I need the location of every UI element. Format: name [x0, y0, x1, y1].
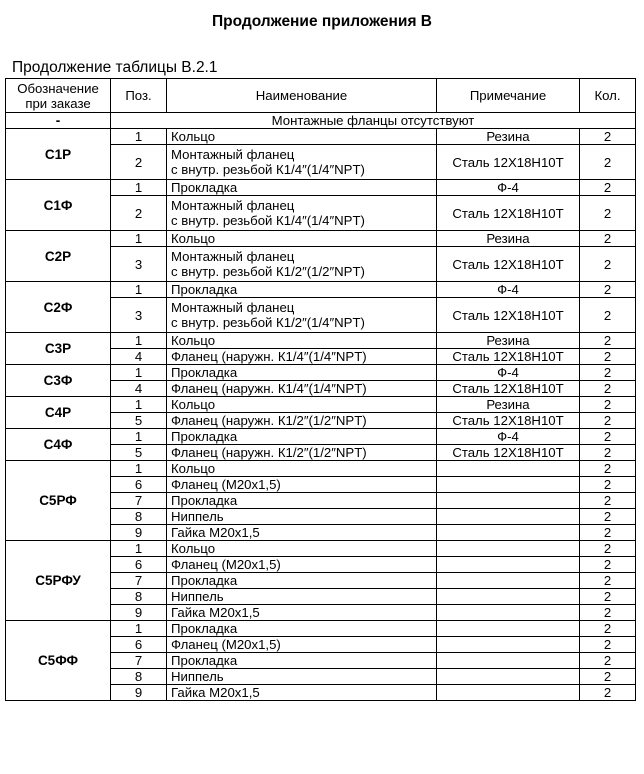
- code-cell: С4Ф: [6, 429, 111, 461]
- position-cell: 8: [111, 589, 167, 605]
- table-row: [6, 541, 636, 557]
- header-qty: Кол.: [580, 79, 636, 113]
- name-cell: Фланец (М20х1,5): [167, 637, 437, 653]
- name-cell: Кольцо: [167, 541, 437, 557]
- table-row: [6, 180, 636, 196]
- name-cell: Гайка М20х1,5: [167, 605, 437, 621]
- note-cell: [437, 573, 580, 589]
- name-cell: Кольцо: [167, 461, 437, 477]
- note-cell: Резина: [437, 129, 580, 145]
- position-cell: 8: [111, 669, 167, 685]
- code-cell: С3Р: [6, 333, 111, 365]
- position-cell: 1: [111, 365, 167, 381]
- position-cell: 9: [111, 525, 167, 541]
- name-cell: Прокладка: [167, 282, 437, 298]
- code-cell: С5РФУ: [6, 541, 111, 621]
- note-cell: Резина: [437, 231, 580, 247]
- table-row: [6, 365, 636, 381]
- note-cell: [437, 621, 580, 637]
- quantity-cell: 2: [580, 669, 636, 685]
- name-cell: Ниппель: [167, 669, 437, 685]
- quantity-cell: 2: [580, 231, 636, 247]
- quantity-cell: 2: [580, 298, 636, 333]
- quantity-cell: 2: [580, 637, 636, 653]
- note-cell: Ф-4: [437, 282, 580, 298]
- name-cell: Прокладка: [167, 621, 437, 637]
- note-cell: Сталь 12Х18Н10Т: [437, 445, 580, 461]
- name-cell: Кольцо: [167, 231, 437, 247]
- name-cell: Прокладка: [167, 429, 437, 445]
- quantity-cell: 2: [580, 461, 636, 477]
- note-cell: [437, 493, 580, 509]
- position-cell: 7: [111, 493, 167, 509]
- header-pos: Поз.: [111, 79, 167, 113]
- quantity-cell: 2: [580, 493, 636, 509]
- note-cell: Сталь 12Х18Н10Т: [437, 196, 580, 231]
- quantity-cell: 2: [580, 525, 636, 541]
- quantity-cell: 2: [580, 145, 636, 180]
- position-cell: 4: [111, 349, 167, 365]
- header-code: Обозначение при заказе: [6, 79, 111, 113]
- quantity-cell: 2: [580, 196, 636, 231]
- quantity-cell: 2: [580, 365, 636, 381]
- quantity-cell: 2: [580, 333, 636, 349]
- quantity-cell: 2: [580, 685, 636, 701]
- quantity-cell: 2: [580, 129, 636, 145]
- name-cell: Фланец (наружн. К1/4″(1/4″NPT): [167, 381, 437, 397]
- name-cell: Фланец (М20х1,5): [167, 477, 437, 493]
- table-row: [6, 113, 636, 129]
- quantity-cell: 2: [580, 557, 636, 573]
- quantity-cell: 2: [580, 349, 636, 365]
- name-cell: Монтажный фланец с внутр. резьбой К1/4″(1/4″NPT): [167, 196, 437, 231]
- quantity-cell: 2: [580, 445, 636, 461]
- code-cell: С1Ф: [6, 180, 111, 231]
- code-cell: С1Р: [6, 129, 111, 180]
- table-row: [6, 429, 636, 445]
- note-cell: [437, 669, 580, 685]
- position-cell: 2: [111, 145, 167, 180]
- note-cell: Сталь 12Х18Н10Т: [437, 145, 580, 180]
- note-cell: Сталь 12Х18Н10Т: [437, 413, 580, 429]
- note-cell: Сталь 12Х18Н10Т: [437, 247, 580, 282]
- position-cell: 5: [111, 413, 167, 429]
- position-cell: 1: [111, 621, 167, 637]
- code-cell: С5ФФ: [6, 621, 111, 701]
- table-row: [6, 461, 636, 477]
- name-cell: Прокладка: [167, 653, 437, 669]
- table-row: [6, 231, 636, 247]
- position-cell: 7: [111, 653, 167, 669]
- quantity-cell: 2: [580, 247, 636, 282]
- position-cell: 1: [111, 397, 167, 413]
- code-cell: С5РФ: [6, 461, 111, 541]
- position-cell: 9: [111, 605, 167, 621]
- note-cell: Сталь 12Х18Н10Т: [437, 298, 580, 333]
- name-cell: Прокладка: [167, 180, 437, 196]
- position-cell: 3: [111, 247, 167, 282]
- position-cell: 4: [111, 381, 167, 397]
- note-cell: Сталь 12Х18Н10Т: [437, 381, 580, 397]
- quantity-cell: 2: [580, 621, 636, 637]
- position-cell: 1: [111, 129, 167, 145]
- position-cell: 9: [111, 685, 167, 701]
- note-cell: [437, 557, 580, 573]
- page-title: Продолжение приложения В: [212, 13, 432, 30]
- table-row: [6, 397, 636, 413]
- note-cell: [437, 637, 580, 653]
- quantity-cell: 2: [580, 653, 636, 669]
- name-cell: Гайка М20х1,5: [167, 685, 437, 701]
- name-cell: Ниппель: [167, 589, 437, 605]
- name-cell: Монтажный фланец с внутр. резьбой К1/2″(1/4″NPT): [167, 298, 437, 333]
- name-cell: Фланец (наружн. К1/4″(1/4″NPT): [167, 349, 437, 365]
- position-cell: 6: [111, 557, 167, 573]
- header-name: Наименование: [167, 79, 437, 113]
- position-cell: 8: [111, 509, 167, 525]
- table-header-row: [6, 79, 636, 113]
- name-cell: Кольцо: [167, 333, 437, 349]
- note-cell: [437, 653, 580, 669]
- note-cell: [437, 477, 580, 493]
- position-cell: 6: [111, 637, 167, 653]
- table-row: [6, 282, 636, 298]
- note-cell: [437, 525, 580, 541]
- position-cell: 6: [111, 477, 167, 493]
- note-cell: Резина: [437, 397, 580, 413]
- note-cell: Ф-4: [437, 429, 580, 445]
- position-cell: 2: [111, 196, 167, 231]
- name-cell: Ниппель: [167, 509, 437, 525]
- position-cell: 7: [111, 573, 167, 589]
- position-cell: 1: [111, 429, 167, 445]
- code-cell: -: [6, 113, 111, 129]
- table-body: [6, 113, 636, 701]
- quantity-cell: 2: [580, 180, 636, 196]
- quantity-cell: 2: [580, 573, 636, 589]
- quantity-cell: 2: [580, 413, 636, 429]
- position-cell: 1: [111, 231, 167, 247]
- position-cell: 1: [111, 541, 167, 557]
- code-cell: С3Ф: [6, 365, 111, 397]
- name-cell: Прокладка: [167, 365, 437, 381]
- position-cell: 1: [111, 333, 167, 349]
- position-cell: 3: [111, 298, 167, 333]
- name-cell: Гайка М20х1,5: [167, 525, 437, 541]
- table-row: [6, 621, 636, 637]
- table-row: [6, 129, 636, 145]
- note-cell: [437, 685, 580, 701]
- parts-table: [5, 78, 636, 701]
- name-cell: Прокладка: [167, 493, 437, 509]
- code-cell: С4Р: [6, 397, 111, 429]
- name-cell: Кольцо: [167, 397, 437, 413]
- note-cell: Ф-4: [437, 365, 580, 381]
- name-cell: Монтажный фланец с внутр. резьбой К1/4″(1/4″NPT): [167, 145, 437, 180]
- name-cell: Монтажный фланец с внутр. резьбой К1/2″(1/2″NPT): [167, 247, 437, 282]
- header-note: Примечание: [437, 79, 580, 113]
- quantity-cell: 2: [580, 429, 636, 445]
- no-flanges-cell: Монтажные фланцы отсутствуют: [111, 113, 636, 129]
- position-cell: 1: [111, 180, 167, 196]
- quantity-cell: 2: [580, 477, 636, 493]
- note-cell: [437, 605, 580, 621]
- name-cell: Прокладка: [167, 573, 437, 589]
- note-cell: Резина: [437, 333, 580, 349]
- note-cell: [437, 461, 580, 477]
- note-cell: Сталь 12Х18Н10Т: [437, 349, 580, 365]
- note-cell: [437, 541, 580, 557]
- quantity-cell: 2: [580, 282, 636, 298]
- note-cell: [437, 589, 580, 605]
- code-cell: С2Р: [6, 231, 111, 282]
- name-cell: Фланец (М20х1,5): [167, 557, 437, 573]
- quantity-cell: 2: [580, 381, 636, 397]
- quantity-cell: 2: [580, 397, 636, 413]
- quantity-cell: 2: [580, 509, 636, 525]
- position-cell: 1: [111, 282, 167, 298]
- quantity-cell: 2: [580, 605, 636, 621]
- note-cell: [437, 509, 580, 525]
- table-caption: Продолжение таблицы В.2.1: [12, 59, 218, 76]
- code-cell: С2Ф: [6, 282, 111, 333]
- name-cell: Фланец (наружн. К1/2″(1/2″NPT): [167, 445, 437, 461]
- quantity-cell: 2: [580, 541, 636, 557]
- name-cell: Кольцо: [167, 129, 437, 145]
- note-cell: Ф-4: [437, 180, 580, 196]
- position-cell: 1: [111, 461, 167, 477]
- position-cell: 5: [111, 445, 167, 461]
- name-cell: Фланец (наружн. К1/2″(1/2″NPT): [167, 413, 437, 429]
- quantity-cell: 2: [580, 589, 636, 605]
- table-row: [6, 333, 636, 349]
